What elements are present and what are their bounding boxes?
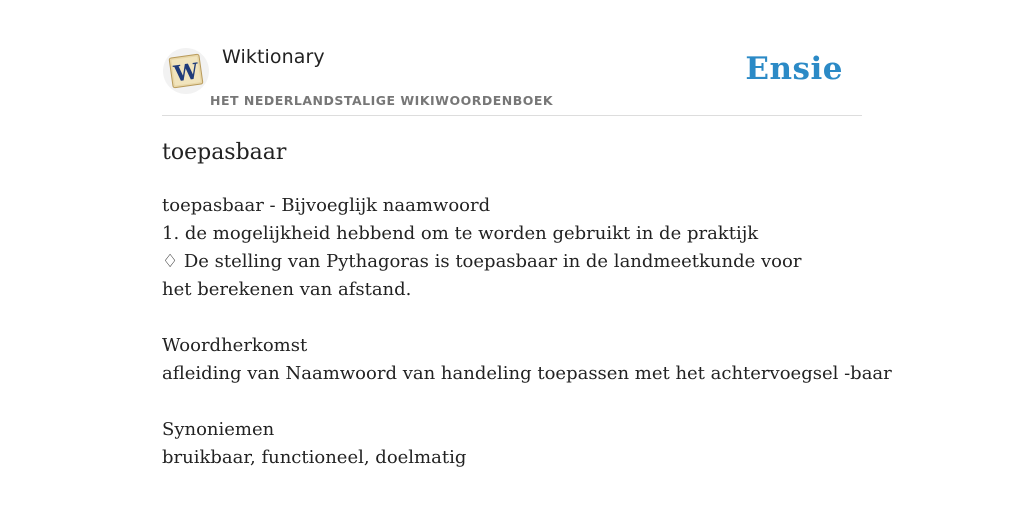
etymology-heading: Woordherkomst [162, 335, 308, 356]
synonyms-text: bruikbaar, functioneel, doelmatig [162, 447, 467, 468]
page-title: toepasbaar [162, 140, 287, 165]
definition-heading: toepasbaar - Bijvoeglijk naamwoord [162, 195, 491, 216]
header-divider [162, 115, 862, 116]
site-name[interactable]: Wiktionary [222, 46, 325, 68]
synonyms-heading: Synoniemen [162, 419, 275, 440]
etymology-text: afleiding van Naamwoord van handeling toepassen met het achtervoegsel -baar [162, 363, 892, 384]
section-spacer [162, 304, 862, 332]
section-spacer [162, 388, 862, 416]
definition-text: 1. de mogelijkheid hebbend om te worden gebruikt in de praktijk [162, 223, 759, 244]
entry-content [162, 192, 892, 472]
svg-text:W: W [172, 58, 201, 88]
brand-logo-text[interactable]: Ensie [745, 51, 843, 87]
example-sentence: ♢ De stelling van Pythagoras is toepasbaar in de landmeetkunde voor het berekenen van afstand. [162, 251, 802, 300]
wiktionary-logo-icon[interactable] [162, 47, 210, 95]
site-tagline: HET NEDERLANDSTALIGE WIKIWOORDENBOEK [210, 93, 554, 108]
